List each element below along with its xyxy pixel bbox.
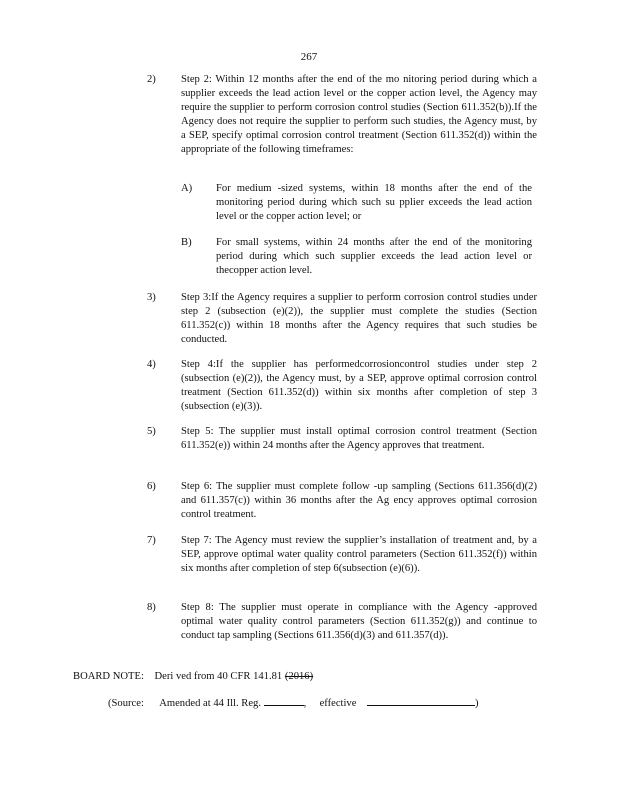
board-note-label: BOARD NOTE: [73, 671, 144, 682]
item-text: Step 3:If the Agency requires a supplier to perform corrosion control studies under step 2 (subsection (e)(2)), the supplier must complete the studies (Section 611.352(c)) within 18 months after the Agency requires that such studies be conducted. [181, 292, 537, 345]
source-open: (Source: [108, 698, 144, 709]
board-note-text: Deri ved from 40 CFR 141.81 [154, 671, 283, 682]
source-close: ) [475, 698, 479, 709]
sub-item-letter: B) [181, 237, 192, 248]
source-amended: Amended at 44 Ill. Reg. [159, 698, 261, 709]
item-text: Step 6: The supplier must complete follow -up sampling (Sections 611.356(d)(2) and 611.357(c)) within 36 months after the Ag ency approves optimal corrosion control treatment. [181, 481, 537, 520]
item-number: 7) [147, 535, 156, 546]
board-note [73, 670, 573, 684]
board-note-struck-year: (2016) [284, 671, 314, 682]
item-text: Step 7: The Agency must review the supplier’s installation of treatment and, by a SEP, approve optimal water quality control parameters (Section 611.352(f)) within six months after completion of step 6(subsection (e)(6)). [181, 535, 537, 574]
item-text: Step 8: The supplier must operate in compliance with the Agency -approved optimal water quality control parameters (Section 611.352(g)) and continue to conduct tap sampling (Sections 611.356(d)(3) and 611.357(d)). [181, 602, 537, 641]
sub-item-text: For medium -sized systems, within 18 months after the end of the monitoring period during which such su pplier exceeds the lead action level or the copper action level; or [216, 183, 532, 222]
item-number: 6) [147, 481, 156, 492]
item-text: Step 4:If the supplier has performedcorrosioncontrol studies under step 2 (subsection (e)(2)), the Agency must, by a SEP, approve optimal corrosion control treatment (Section 611.352(d)) within six months after completion of step 3 (subsection (e)(3)). [181, 359, 537, 412]
item-number: 5) [147, 426, 156, 437]
item-number: 3) [147, 292, 156, 303]
item-number: 2) [147, 74, 156, 85]
register-page-blank [264, 695, 304, 706]
source-comma: , [303, 698, 307, 709]
effective-date-blank [367, 695, 475, 706]
sub-item-letter: A) [181, 183, 193, 194]
item-text: Step 2: Within 12 months after the end of the mo nitoring period during which a supplier exceeds the lead action level or the copper action level, the Agency may require the supplier to perform corrosion control studies (Section 611.352(b)).If the Agency does not require the supplier to perform such studies, the Agency must, by a SEP, specify optimal corrosion control treatment (Section 611.352(d)) within the appropriate of the following timeframes: [181, 74, 537, 155]
source-effective: effective [319, 698, 357, 709]
item-text: Step 5: The supplier must install optimal corrosion control treatment (Section 611.352(e)) within 24 months after the Agency approves that treatment. [181, 426, 537, 451]
item-number: 4) [147, 359, 156, 370]
item-number: 8) [147, 602, 156, 613]
page-number: 267 [300, 51, 318, 63]
sub-item-text: For small systems, within 24 months after the end of the monitoring period during which such supplier exceeds the lead action level or thecopper action level. [216, 237, 532, 276]
source-line [108, 695, 608, 711]
